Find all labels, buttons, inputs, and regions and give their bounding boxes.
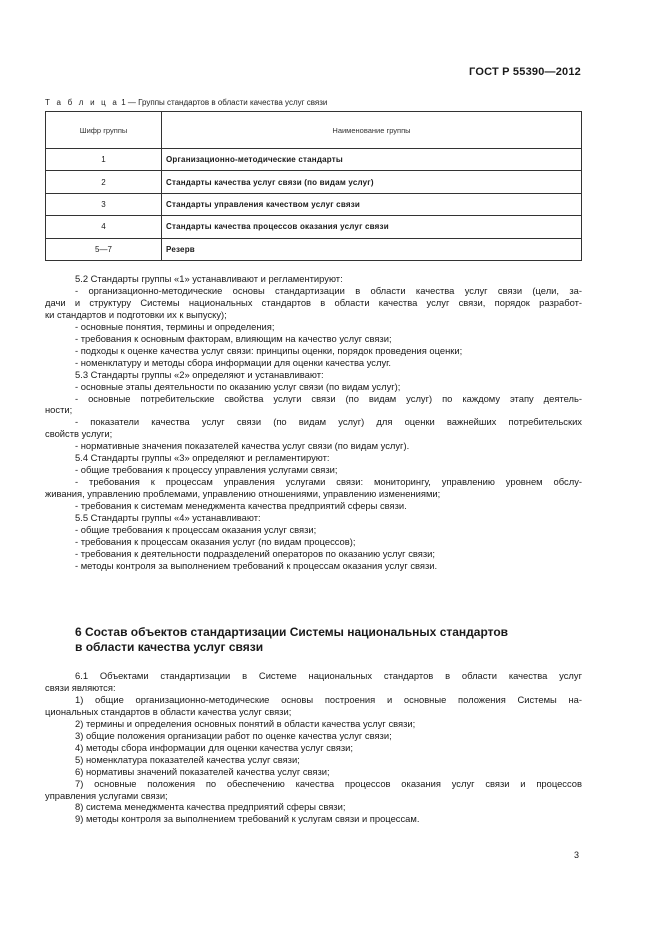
paragraph-line: 6.1 Объектами стандартизации в Системе национальных стандартов в области качества услуг: [75, 670, 582, 681]
paragraph-line: дачи и структуру Системы национальных стандартов в области качества услуг связи, порядок разработ-: [45, 296, 582, 308]
list-item: - подходы к оценке качества услуг связи: принципы оценки, порядок проведения оценки;: [75, 344, 463, 356]
list-item: - методы контроля за выполнением требований к процессам оказания услуг связи.: [75, 559, 438, 571]
list-item: - показатели качества услуг связи (по видам услуг) для оценки важнейших потребительских: [75, 416, 582, 428]
list-item: - требования к системам менеджмента качества предприятий сферы связи.: [75, 500, 407, 512]
paragraph-line: живания, управлению проблемами, управлению отношениями, управлению изменениями;: [45, 488, 441, 500]
list-item: - общие требования к процессу управления услугами связи;: [75, 464, 338, 476]
table-row: [46, 216, 582, 238]
list-item: - основные этапы деятельности по оказанию услуг связи (по видам услуг);: [75, 380, 401, 392]
column-header-code: Шифр группы: [46, 112, 162, 149]
list-item: 1) общие организационно-методические основы построения и основные положения Системы на-: [75, 693, 582, 705]
group-name: Стандарты качества услуг связи (по видам услуг): [162, 171, 582, 193]
paragraph-line: ности;: [45, 404, 73, 416]
list-item: - требования к деятельности подразделений операторов по оказанию услуг связи;: [75, 547, 435, 559]
table-row: [46, 149, 582, 171]
paragraph: 5.3 Стандарты группы «2» определяют и устанавливают:: [75, 368, 324, 380]
list-item: 5) номенклатура показателей качества услуг связи;: [75, 753, 300, 765]
group-name: Стандарты управления качеством услуг связи: [162, 193, 582, 215]
paragraph-line: связи являются:: [45, 681, 116, 693]
group-code: 4: [46, 216, 162, 238]
list-item: 8) система менеджмента качества предприятий сферы связи;: [75, 801, 346, 813]
list-item: - общие требования к процессам оказания услуг связи;: [75, 524, 317, 536]
paragraph-line: - организационно-методические основы стандартизации в области качества услуг связи (цели, за-: [75, 284, 582, 296]
group-name: Резерв: [162, 238, 582, 260]
group-code: 1: [46, 149, 162, 171]
page-number: 3: [573, 850, 579, 860]
section-5-body: [45, 273, 582, 572]
list-item: 2) термины и определения основных понятий в области качества услуг связи;: [75, 717, 416, 729]
standards-groups-table: [45, 111, 582, 261]
group-name: Стандарты качества процессов оказания услуг связи: [162, 216, 582, 238]
paragraph: 5.5 Стандарты группы «4» устанавливают:: [75, 512, 261, 524]
group-code: 2: [46, 171, 162, 193]
section-title-line: 6 Состав объектов стандартизации Системы национальных стандартов: [75, 625, 509, 639]
list-item: - основные понятия, термины и определения;: [75, 320, 275, 332]
list-item: - требования к основным факторам, влияющим на качество услуг связи;: [75, 332, 392, 344]
list-item: 3) общие положения организации работ по оценке качества услуг связи;: [75, 729, 392, 741]
list-item: 4) методы сбора информации для оценки качества услуг связи;: [75, 741, 354, 753]
list-item: - нормативные значения показателей качества услуг связи (по видам услуг).: [75, 440, 410, 452]
table-caption: [45, 98, 327, 107]
paragraph-line: циональных стандартов в области качества услуг связи;: [45, 705, 292, 717]
table-row: [46, 238, 582, 260]
column-header-name: Наименование группы: [162, 112, 582, 149]
group-code: 5—7: [46, 238, 162, 260]
table-row: [46, 193, 582, 215]
section-title-line: в области качества услуг связи: [75, 640, 264, 654]
paragraph-line: управления услугами связи;: [45, 789, 168, 801]
list-item: 7) основные положения по обеспечению качества процессов оказания услуг связи и процессов: [75, 777, 582, 789]
paragraph-line: ки стандартов и подготовки их к выпуску);: [45, 308, 227, 320]
group-name: Организационно-методические стандарты: [162, 149, 582, 171]
paragraph-line: свойств услуги;: [45, 428, 113, 440]
section-6-body: [45, 670, 582, 825]
group-code: 3: [46, 193, 162, 215]
list-item: - номенклатуру и методы сбора информации для оценки качества услуг.: [75, 356, 392, 368]
list-item: 9) методы контроля за выполнением требований к услугам связи и процессам.: [75, 813, 420, 825]
table-header-row: [46, 112, 582, 149]
table-caption-prefix: Т а б л и ц а: [45, 98, 120, 107]
paragraph: 5.2 Стандарты группы «1» устанавливают и регламентируют:: [75, 273, 343, 284]
list-item: - основные потребительские свойства услуги связи (по видам услуг) по каждому этапу деятель-: [75, 392, 582, 404]
document-header: ГОСТ Р 55390—2012: [469, 66, 581, 78]
list-item: - требования к процессам управления услугами связи: мониторингу, управлению уровнем обслу-: [75, 476, 582, 488]
table-caption-text: 1 — Группы стандартов в области качества услуг связи: [119, 98, 328, 107]
section-6-title: [75, 625, 575, 655]
list-item: - требования к процессам оказания услуг (по видам процессов);: [75, 535, 356, 547]
list-item: 6) нормативы значений показателей качества услуг связи;: [75, 765, 330, 777]
paragraph: 5.4 Стандарты группы «3» определяют и регламентируют:: [75, 452, 330, 464]
table-row: [46, 171, 582, 193]
